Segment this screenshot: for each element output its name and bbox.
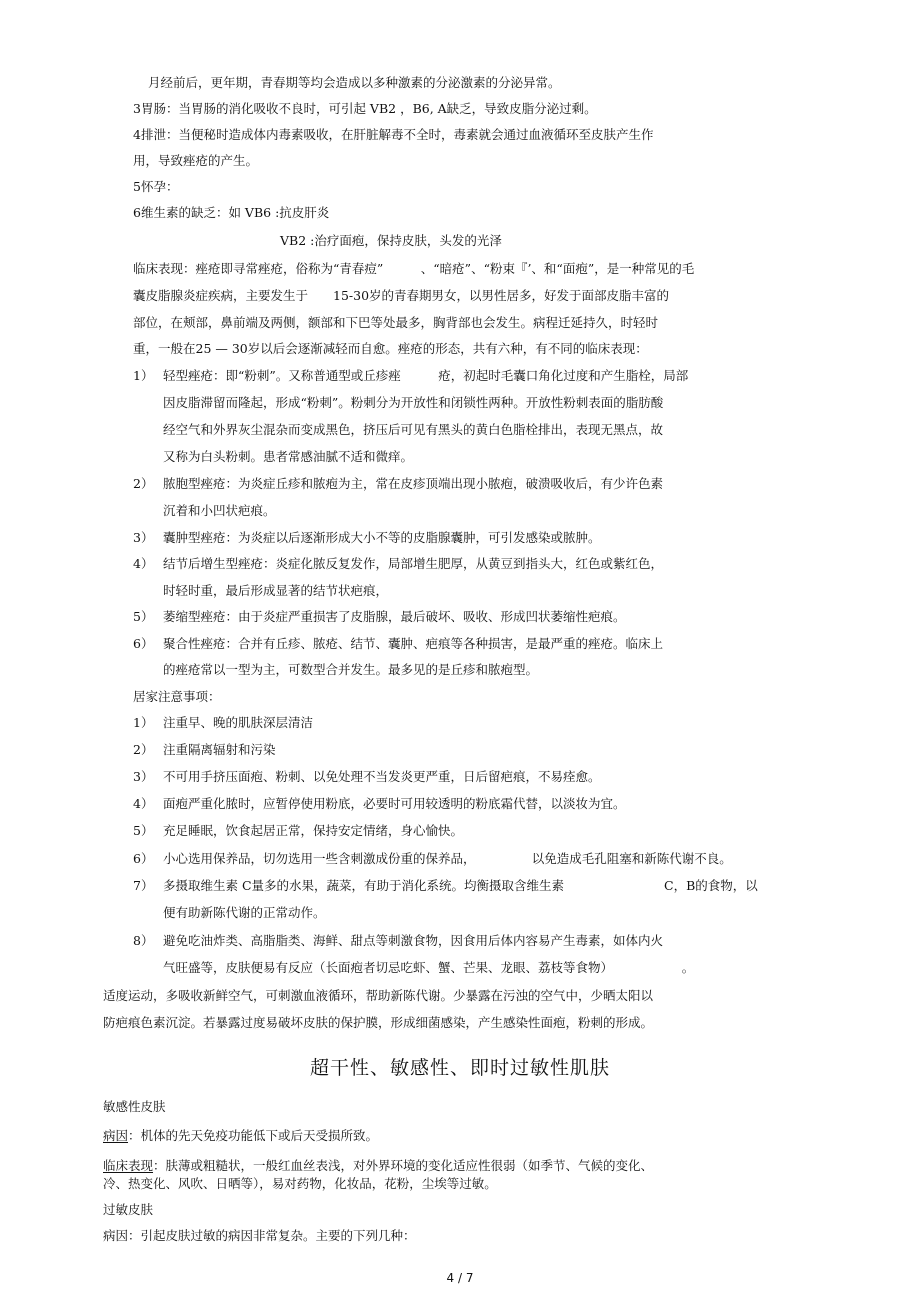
text-line: 病因：引起皮肤过敏的病因非常复杂。主要的下列几种： — [103, 1228, 416, 1243]
cause-label: 病因 — [103, 1128, 129, 1143]
text-line: 4排泄：当便秘时造成体内毒素吸收，在肝脏解毒不全时，毒素就会通过血液循环至皮肤产生作 — [133, 127, 654, 142]
list-item-text: 注重隔离辐射和污染 — [163, 742, 276, 757]
list-number: 6） — [133, 851, 154, 866]
list-number: 8） — [133, 933, 154, 948]
list-number: 1） — [133, 368, 154, 383]
list-item-text: 不可用手挤压面疱、粉刺、以免处理不当发炎更严重，日后留疤痕，不易痊愈。 — [163, 769, 601, 784]
list-item-text: 囊肿型痤疮：为炎症以后逐渐形成大小不等的皮脂腺囊肿，可引发感染或脓肿。 — [163, 530, 601, 545]
list-number: 5） — [133, 609, 154, 624]
page-current: 4 — [446, 1271, 455, 1285]
list-item-text: 时轻时重，最后形成显著的结节状疤痕， — [163, 583, 389, 598]
text-line: 月经前后，更年期，青春期等均会造成以多种激素的分泌激素的分泌异常。 — [148, 75, 561, 90]
text-line: 重，一般在25 — 30岁以后会逐渐减轻而自愈。痤疮的形态，共有六种，有不同的临床表现： — [133, 341, 648, 356]
text-line: 3胃肠：当胃肠的消化吸收不良时，可引起 VB2 ，B6, A缺乏，导致皮脂分泌过剩。 — [133, 101, 597, 116]
list-item-text: 注重早、晚的肌肤深层清洁 — [163, 715, 314, 730]
clinical-label: 临床表现 — [103, 1158, 154, 1173]
list-number: 2） — [133, 476, 154, 491]
text-line: 防疤痕色素沉淀。若暴露过度易破坏皮肤的保护膜，形成细菌感染，产生感染性面疱，粉刺的形成。 — [103, 1015, 654, 1030]
list-number: 6） — [133, 636, 154, 651]
page-number — [0, 1271, 920, 1285]
list-item-text: 结节后增生型痤疮：炎症化脓反复发作，局部增生肥厚，从黄豆到指头大，红色或紫红色， — [163, 556, 664, 571]
text-line: 囊皮脂腺炎症疾病，主要发生于 15-30岁的青春期男女，以男性居多，好发于面部皮脂丰富的 — [133, 288, 670, 303]
section-heading: 居家注意事项： — [133, 689, 221, 704]
list-number: 2） — [133, 742, 154, 757]
list-number: 1） — [133, 715, 154, 730]
list-item-text: 经空气和外界灰尘混杂而变成黑色，挤压后可见有黑头的黄白色脂栓排出，表现无黑点，故 — [163, 422, 664, 437]
list-item-text: 的痤疮常以一型为主，可数型合并发生。最多见的是丘疹和脓疱型。 — [163, 662, 539, 677]
clinical-text: ：肤薄或粗糙状，一般红血丝表浅，对外界环境的变化适应性很弱（如季节、气候的变化、 — [153, 1158, 654, 1173]
list-item-text: 沉着和小凹状疤痕。 — [163, 503, 276, 518]
list-item-text: 避免吃油炸类、高脂脂类、海鲜、甜点等刺激食物，因食用后体内容易产生毒素，如体内火 — [163, 933, 664, 948]
text-line: 部位，在颊部，鼻前端及两侧，额部和下巴等处最多，胸背部也会发生。病程迁延持久，时轻时 — [133, 315, 659, 330]
text-line: 用，导致痤疮的产生。 — [133, 153, 259, 168]
list-item-text: 面疱严重化脓时，应暂停使用粉底，必要时可用较透明的粉底霜代替，以淡妆为宜。 — [163, 796, 626, 811]
list-number: 5） — [133, 823, 154, 838]
list-item-text: 萎缩型痤疮：由于炎症严重损害了皮脂腺，最后破坏、吸收、形成凹状萎缩性疤痕。 — [163, 609, 626, 624]
list-item-text: 充足睡眠，饮食起居正常，保持安定情绪，身心愉快。 — [163, 823, 464, 838]
cause-text: ：机体的先天免疫功能低下或后天受损所致。 — [128, 1128, 379, 1143]
subsection-heading: 过敏皮肤 — [103, 1202, 154, 1217]
list-item-text: 便有助新陈代谢的正常动作。 — [163, 905, 326, 920]
text-line: 临床表现：痤疮即寻常痤疮，俗称为“青春痘” 、“暗疮”、“粉束『’、和“面疱”，是一种常见的毛 — [133, 261, 695, 276]
list-item-text: 脓胞型痤疮：为炎症丘疹和脓疱为主，常在皮疹顶端出现小脓疱，破溃吸收后，有少许色素 — [163, 476, 664, 491]
page-separator: / — [457, 1271, 463, 1285]
cause-line — [103, 1128, 378, 1144]
text-line: 适度运动，多吸收新鲜空气，可刺激血液循环，帮助新陈代谢。少暴露在污浊的空气中，少晒太阳以 — [103, 988, 654, 1003]
list-number: 4） — [133, 796, 154, 811]
list-number: 3） — [133, 769, 154, 784]
list-item-text: 小心选用保养品，切勿选用一些含刺激成份重的保养品， 以免造成毛孔阻塞和新陈代谢不良。 — [163, 851, 732, 866]
list-item-text: 因皮脂滞留而隆起，形成“粉刺”。粉刺分为开放性和闭锁性两种。开放性粉刺表面的脂肪酸 — [163, 395, 664, 410]
section-title: 超干性、敏感性、即时过敏性肌肤 — [309, 1057, 610, 1079]
subsection-heading: 敏感性皮肤 — [103, 1099, 166, 1114]
page-total: 7 — [465, 1271, 474, 1285]
clinical-line — [103, 1158, 653, 1174]
list-item-text: 多摄取维生素 C量多的水果，蔬菜，有助于消化系统。均衡摄取含维生素 C，B的食物，以 — [163, 878, 758, 893]
list-item-text: 气旺盛等，皮肤便易有反应（长面疱者切忌吃虾、蟹、芒果、龙眼、荔枝等食物） 。 — [163, 960, 695, 975]
text-line: 6维生素的缺乏：如 VB6 :抗皮肝炎 — [133, 205, 330, 220]
list-item-text: 又称为白头粉刺。患者常感油腻不适和微痒。 — [163, 449, 414, 464]
list-number: 3） — [133, 530, 154, 545]
text-line: VB2 :治疗面疱，保持皮肤，头发的光泽 — [280, 233, 502, 248]
list-item-text: 聚合性痤疮：合并有丘疹、脓疮、结节、囊肿、疤痕等各种损害，是最严重的痤疮。临床上 — [163, 636, 664, 651]
text-line: 5怀孕： — [133, 179, 179, 194]
text-line: 冷、热变化、风吹、日晒等），易对药物，化妆品，花粉，尘埃等过敏。 — [103, 1176, 497, 1191]
list-number: 7） — [133, 878, 154, 893]
list-item-text: 轻型痤疮：即“粉刺”。又称普通型或丘疹痤 疮，初起时毛囊口角化过度和产生脂栓，局部 — [163, 368, 689, 383]
list-number: 4） — [133, 556, 154, 571]
